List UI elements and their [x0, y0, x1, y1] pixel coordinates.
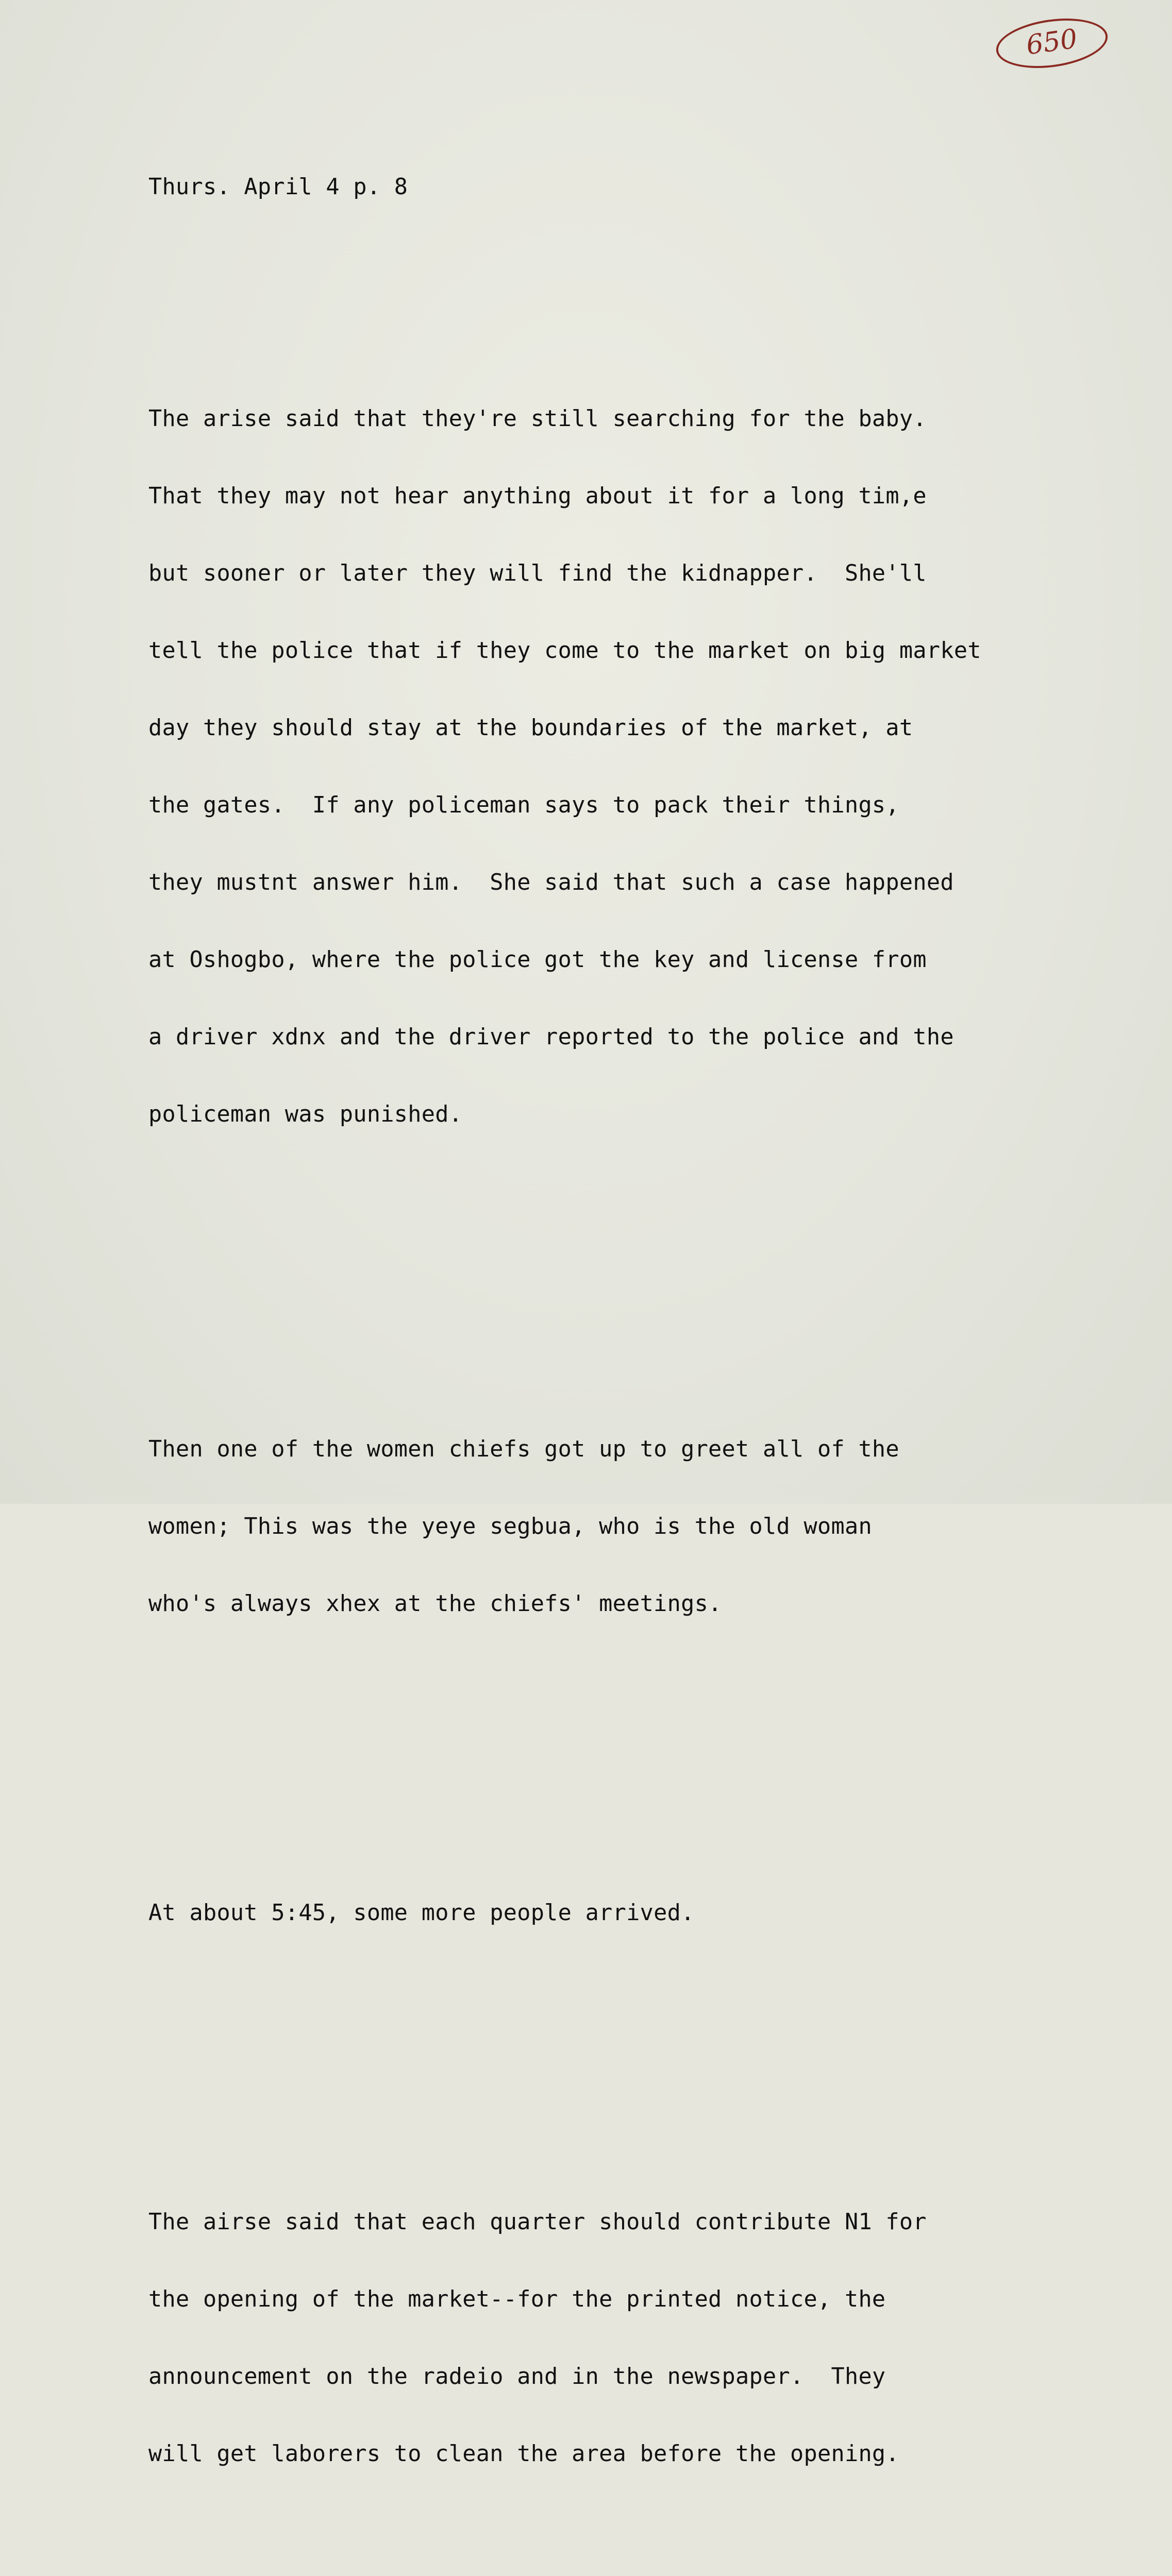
circled-page-number: 650: [993, 12, 1111, 74]
text-line: the gates. If any policeman says to pack their things,: [148, 792, 899, 818]
text-line: That they may not hear anything about it for a long tim,e: [148, 483, 927, 509]
text-line: policeman was punished.: [148, 1101, 463, 1127]
text-line: The airse said that each quarter should contribute N1 for: [148, 2209, 927, 2235]
text-line: At about 5:45, some more people arrived.: [148, 1900, 695, 1926]
text-line: they mustnt answer him. She said that such a case happened: [148, 870, 954, 895]
paragraph-arrival: [148, 1849, 1128, 1977]
paragraph-greeting: [148, 1385, 1128, 1668]
text-line: but sooner or later they will find the kidnapper. She'll: [148, 561, 927, 586]
page-header: Thurs. April 4 p. 8: [148, 174, 408, 200]
text-line: a driver xdnx and the driver reported to the police and the: [148, 1024, 954, 1050]
text-line: day they should stay at the boundaries of the market, at: [148, 715, 913, 741]
text-line: announcement on the radeio and in the newspaper. They: [148, 2364, 886, 2389]
paragraph-search: [148, 354, 1128, 1179]
paragraph-contribution: [148, 2158, 1128, 2518]
text-line: the opening of the market--for the printed notice, the: [148, 2286, 886, 2312]
text-line: at Oshogbo, where the police got the key and license from: [148, 947, 927, 973]
text-line: The arise said that they're still searching for the baby.: [148, 406, 927, 432]
text-line: women; This was the yeye segbua, who is the old woman: [148, 1514, 872, 1539]
text-line: Then one of the women chiefs got up to greet all of the: [148, 1436, 899, 1462]
document-body: [148, 97, 1128, 2576]
text-line: who's always xhex at the chiefs' meetings.: [148, 1591, 722, 1617]
text-line: tell the police that if they come to the market on big market: [148, 638, 981, 664]
text-line: will get laborers to clean the area before the opening.: [148, 2441, 899, 2467]
